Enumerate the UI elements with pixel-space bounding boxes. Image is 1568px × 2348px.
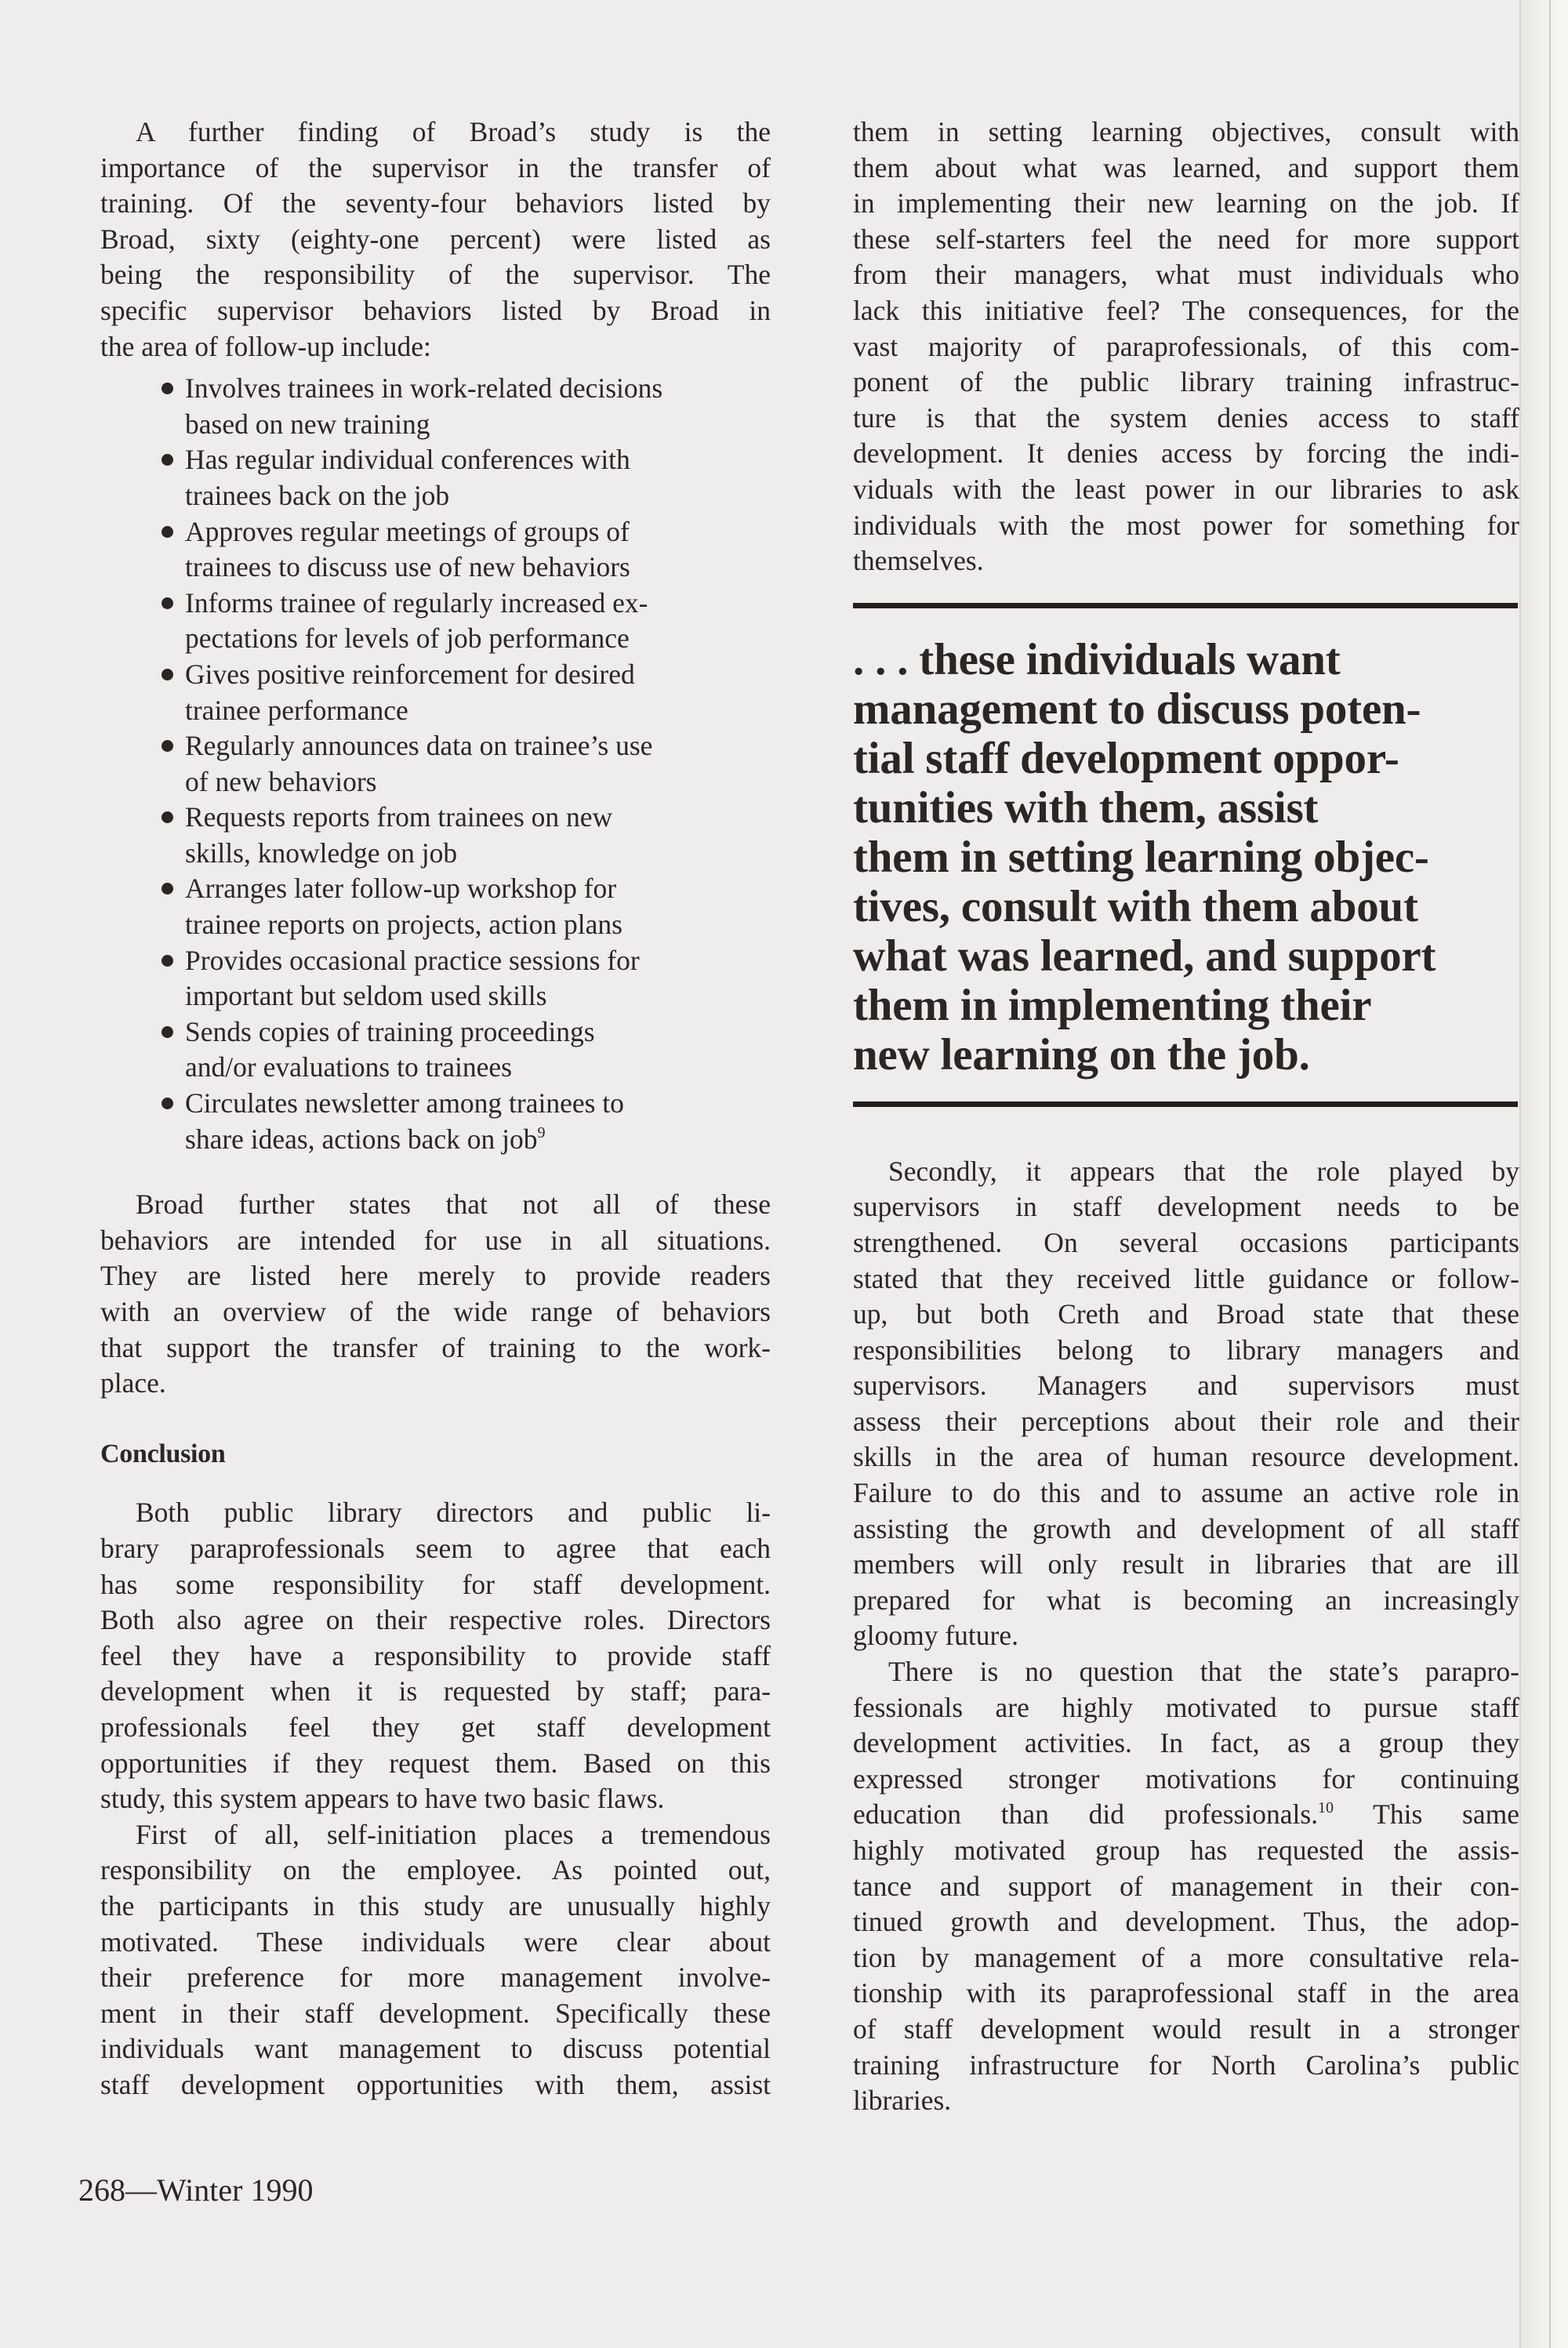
text-line: Requests reports from trainees on new: [185, 801, 613, 833]
text-line: trainees to discuss use of new behaviors: [185, 551, 630, 583]
conclusion-heading: Conclusion: [100, 1439, 226, 1468]
text-line: vast majority of paraprofessionals, of this com-: [853, 330, 1519, 362]
text-line: place.: [100, 1367, 166, 1399]
text-line: prepared for what is becoming an increasingly: [853, 1584, 1519, 1616]
bullet-icon: [162, 383, 173, 394]
text-line: them about what was learned, and support them: [853, 151, 1519, 183]
page-edge: [1519, 0, 1568, 2348]
text-line: trainee reports on projects, action plans: [185, 909, 622, 941]
pull-quote-line: management to discuss poten-: [853, 684, 1421, 734]
text-line: assisting the growth and development of all staff: [853, 1512, 1519, 1544]
bullet-icon: [162, 526, 173, 538]
bullet-icon: [162, 811, 173, 823]
conclusion-paragraph: [100, 1495, 771, 1816]
behavior-list-item: [100, 586, 771, 657]
text-line: tionship with its paraprofessional staff in the area: [853, 1977, 1519, 2009]
text-line: training. Of the seventy-four behaviors listed by: [100, 187, 771, 220]
text-line: supervisors. Managers and supervisors must: [853, 1370, 1519, 1402]
text-line: Informs trainee of regularly increased ex-: [185, 586, 648, 619]
bullet-icon: [162, 669, 173, 680]
text-line: ponent of the public library training infrastruc-: [853, 366, 1519, 398]
behavior-list-item: [100, 1014, 771, 1086]
text-line: individuals want management to discuss potential: [100, 2033, 771, 2065]
text-line: the area of follow-up include:: [100, 330, 431, 362]
text-line: staff development opportunities with them, assist: [100, 2068, 771, 2100]
text-line: of new behaviors: [185, 765, 377, 797]
broad-paragraph: [100, 1187, 771, 1402]
text-line: strengthened. On several occasions participants: [853, 1226, 1519, 1258]
text-line: Arranges later follow-up workshop for: [185, 873, 617, 905]
text-line: ture is that the system denies access to staff: [853, 401, 1519, 434]
text-line: gloomy future.: [853, 1620, 1018, 1652]
text-line: study, this system appears to have two basic flaws.: [100, 1783, 665, 1815]
text-line: Regularly announces data on trainee’s use: [185, 730, 653, 762]
text-line: has some responsibility for staff development.: [100, 1568, 771, 1600]
text-fragment: education than did professionals.: [853, 1798, 1319, 1831]
text-line: motivated. These individuals were clear about: [100, 1925, 771, 1958]
pull-quote-line: . . . these individuals want: [853, 634, 1341, 684]
text-line: A further finding of Broad’s study is the: [136, 116, 771, 147]
text-line: themselves.: [853, 545, 984, 577]
bullet-icon: [162, 1098, 173, 1109]
text-line: training infrastructure for North Carolina’s public: [853, 2049, 1519, 2081]
text-line: First of all, self-initiation places a tremendous: [136, 1818, 771, 1850]
text-line: from their managers, what must individuals who: [853, 259, 1519, 291]
text-line: stated that they received little guidance or follow-: [853, 1262, 1519, 1294]
text-line: being the responsibility of the supervisor. The: [100, 259, 771, 291]
text-line: highly motivated group has requested the assis-: [853, 1834, 1519, 1866]
text-line: individuals with the most power for something for: [853, 509, 1519, 541]
text-line: in implementing their new learning on the job. If: [853, 187, 1519, 220]
pull-quote-line: tial staff development oppor-: [853, 733, 1399, 783]
pull-quote-line: them in setting learning objec-: [853, 832, 1429, 882]
text-line: Circulates newsletter among trainees to: [185, 1087, 624, 1120]
text-line: with an overview of the wide range of behaviors: [100, 1296, 771, 1327]
text-line: Gives positive reinforcement for desired: [185, 658, 635, 690]
text-line: There is no question that the state’s parapro-: [888, 1656, 1519, 1688]
text-line: Broad further states that not all of these: [136, 1189, 771, 1221]
behavior-list-item: [100, 442, 771, 514]
footnote-marker: 10: [1318, 1799, 1334, 1817]
text-line: opportunities if they request them. Based on this: [100, 1747, 771, 1779]
text-line: Secondly, it appears that the role played by: [888, 1155, 1519, 1187]
text-line: expressed stronger motivations for continuing: [853, 1762, 1519, 1795]
page-footer-folio: 268—Winter 1990: [78, 2172, 314, 2208]
bullet-icon: [162, 883, 173, 895]
text-line: responsibilities belong to library managers and: [853, 1334, 1519, 1366]
text-line: fessionals are highly motivated to pursue staff: [853, 1691, 1519, 1723]
text-line: important but seldom used skills: [185, 980, 547, 1012]
text-line: Broad, sixty (eighty-one percent) were listed as: [100, 223, 771, 255]
behavior-list-item: [100, 371, 771, 442]
text-line: of staff development would result in a stronger: [853, 2012, 1519, 2045]
intro-paragraph: [100, 114, 771, 365]
text-line: trainee performance: [185, 694, 408, 726]
text-line: Approves regular meetings of groups of: [185, 515, 630, 547]
text-line: them in setting learning objectives, consult with: [853, 116, 1519, 147]
text-line: importance of the supervisor in the transfer of: [100, 151, 771, 183]
pull-quote-line: tives, consult with them about: [853, 881, 1418, 931]
pull-quote-line: tunities with them, assist: [853, 782, 1319, 833]
text-line: [853, 1797, 1519, 1833]
text-line: the participants in this study are unusually highly: [100, 1889, 771, 1922]
text-line: professionals feel they get staff development: [100, 1711, 771, 1743]
text-line: development activities. In fact, as a group they: [853, 1727, 1519, 1759]
bullet-icon: [162, 1026, 173, 1038]
text-line: that support the transfer of training to the work-: [100, 1331, 771, 1363]
text-line: based on new training: [185, 408, 430, 440]
supervisor-behaviors-list: [100, 371, 771, 1157]
text-line: Involves trainees in work-related decisions: [185, 372, 663, 405]
behavior-list-item: [100, 871, 771, 942]
text-line: development when it is requested by staff; para-: [100, 1675, 771, 1707]
first-flaw-paragraph: [100, 1817, 771, 2103]
text-line: share ideas, actions back on job$^9$: [185, 1123, 546, 1155]
text-line: development. It denies access by forcing the indi-: [853, 437, 1519, 470]
text-line: their preference for more management involve-: [100, 1962, 771, 1994]
text-line: tion by management of a more consultative rela-: [853, 1941, 1519, 1973]
continued-paragraph: [853, 114, 1519, 579]
pull-quote-line: what was learned, and support: [853, 931, 1436, 981]
pull-quote-line: them in implementing their: [853, 980, 1372, 1030]
text-line: libraries.: [853, 2085, 952, 2117]
text-line: responsibility on the employee. As pointed out,: [100, 1854, 771, 1886]
text-line: feel they have a responsibility to provide staff: [100, 1639, 771, 1671]
text-line: skills, knowledge on job: [185, 836, 458, 869]
bullet-icon: [162, 740, 173, 752]
bullet-icon: [162, 454, 173, 466]
text-line: skills in the area of human resource development.: [853, 1441, 1519, 1473]
behavior-list-item: [100, 800, 771, 871]
text-line: and/or evaluations to trainees: [185, 1051, 512, 1083]
text-line: assess their perceptions about their role and their: [853, 1405, 1519, 1437]
pull-quote-line: new learning on the job.: [853, 1029, 1310, 1080]
text-line: supervisors in staff development needs to be: [853, 1191, 1519, 1223]
gutter-line: [1549, 0, 1551, 2348]
pull-quote-top-rule: [853, 603, 1518, 608]
right-column: [853, 114, 1519, 2119]
text-line: tance and support of management in their con-: [853, 1870, 1519, 1902]
text-line: viduals with the least power in our libraries to ask: [853, 473, 1519, 505]
text-line: specific supervisor behaviors listed by Broad in: [100, 294, 771, 326]
text-line: Both public library directors and public li-: [136, 1497, 771, 1529]
text-line: Sends copies of training proceedings: [185, 1015, 595, 1047]
bullet-icon: [162, 597, 173, 609]
behavior-list-item: [100, 657, 771, 728]
text-line: Provides occasional practice sessions for: [185, 944, 640, 976]
text-line: members will only result in libraries that are ill: [853, 1548, 1519, 1580]
left-column: [100, 114, 771, 2103]
text-line: trainees back on the job: [185, 479, 450, 511]
text-line: Failure to do this and to assume an active role in: [853, 1477, 1519, 1509]
behavior-list-item: [100, 943, 771, 1014]
text-line: Both also agree on their respective roles. Directors: [100, 1604, 771, 1636]
secondly-paragraph: [853, 1154, 1519, 1654]
text-fragment: This same: [1334, 1798, 1520, 1831]
question-paragraph: [853, 1654, 1519, 2119]
text-line: behaviors are intended for use in all situations.: [100, 1224, 771, 1256]
footnote-marker: 9: [537, 1123, 546, 1141]
text-line: lack this initiative feel? The consequences, for the: [853, 294, 1519, 326]
text-line: these self-starters feel the need for more support: [853, 223, 1519, 255]
text-line: Has regular individual conferences with: [185, 444, 630, 476]
text-line: They are listed here merely to provide readers: [100, 1260, 771, 1292]
text-line: tinued growth and development. Thus, the adop-: [853, 1906, 1519, 1938]
pull-quote: [853, 635, 1519, 1080]
behavior-list-item: [100, 728, 771, 800]
behavior-list-item: [100, 514, 771, 586]
behavior-list-item: [100, 1086, 771, 1157]
text-line: pectations for levels of job performance: [185, 622, 630, 655]
text-line: up, but both Creth and Broad state that these: [853, 1298, 1519, 1330]
text-line: brary paraprofessionals seem to agree that each: [100, 1532, 771, 1564]
pull-quote-bottom-rule: [853, 1101, 1518, 1107]
bullet-icon: [162, 955, 173, 967]
text-line: ment in their staff development. Specifically these: [100, 1997, 771, 2029]
